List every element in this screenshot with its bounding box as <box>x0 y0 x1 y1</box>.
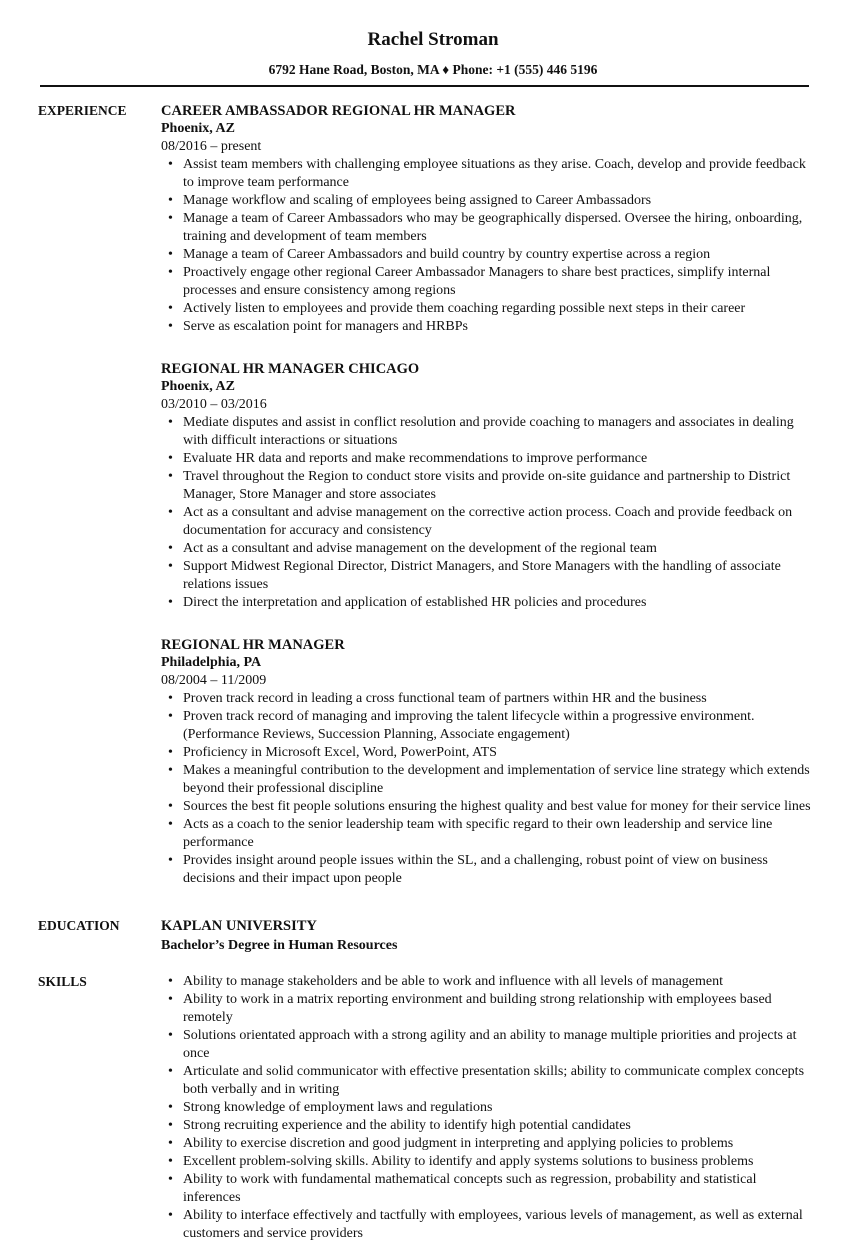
education-section <box>38 917 866 955</box>
bullet-item: • Proven track record of managing and improving the talent lifecycle within a progressive environment. (Performance Reviews, Succession Planning, Associate engagement) <box>183 708 813 744</box>
degree-name: Bachelor’s Degree in Human Resources <box>161 938 398 953</box>
skill-item: • Solutions orientated approach with a strong agility and an ability to manage multiple priorities and projects at once <box>183 1027 813 1063</box>
job-entry <box>161 102 813 336</box>
experience-body <box>161 102 813 888</box>
bullet-item: • Serve as escalation point for managers and HRBPs <box>183 318 813 336</box>
education-label: EDUCATION <box>38 918 120 933</box>
bullet-item: • Direct the interpretation and application of established HR policies and procedures <box>183 594 813 612</box>
job-location: Phoenix, AZ <box>161 121 235 136</box>
school-name: KAPLAN UNIVERSITY <box>161 918 317 934</box>
skills-body <box>161 973 813 1243</box>
bullet-item: • Travel throughout the Region to conduct store visits and provide on-site guidance and partnership to District Manager, Store Manager and store associates <box>183 468 813 504</box>
bullet-item: • Sources the best fit people solutions ensuring the highest quality and best value for money for their service lines <box>183 798 813 816</box>
job-entry <box>161 360 813 612</box>
skill-item: • Strong recruiting experience and the ability to identify high potential candidates <box>183 1117 813 1135</box>
skills-label: SKILLS <box>38 974 87 989</box>
skill-item: • Ability to work with fundamental mathematical concepts such as regression, probability and statistical inferences <box>183 1171 813 1207</box>
bullet-item: • Acts as a coach to the senior leadership team with specific regard to their own leadership and service line performance <box>183 816 813 852</box>
job-title: CAREER AMBASSADOR REGIONAL HR MANAGER <box>161 103 516 119</box>
bullet-item: • Assist team members with challenging employee situations as they arise. Coach, develop and provide feedback to improve team performance <box>183 156 813 192</box>
bullet-item: • Manage a team of Career Ambassadors and build country by country expertise across a region <box>183 246 813 264</box>
bullet-item: • Mediate disputes and assist in conflict resolution and provide coaching to managers and associates in dealing with difficult interactions or situations <box>183 414 813 450</box>
job-title: REGIONAL HR MANAGER <box>161 637 345 653</box>
skill-item: • Ability to manage stakeholders and be able to work and influence with all levels of management <box>183 973 813 991</box>
experience-label: EXPERIENCE <box>38 103 127 118</box>
skills-section <box>38 973 866 1243</box>
header-divider <box>40 85 809 87</box>
bullet-item: • Act as a consultant and advise management on the development of the regional team <box>183 540 813 558</box>
skill-item: • Excellent problem-solving skills. Ability to identify and apply systems solutions to business problems <box>183 1153 813 1171</box>
skill-item: • Ability to exercise discretion and good judgment in interpreting and applying policies to problems <box>183 1135 813 1153</box>
job-location: Philadelphia, PA <box>161 655 262 670</box>
bullet-item: • Support Midwest Regional Director, District Managers, and Store Managers with the handling of associate relations issues <box>183 558 813 594</box>
job-bullets <box>161 414 813 612</box>
bullet-item: • Proven track record in leading a cross functional team of partners within HR and the business <box>183 690 813 708</box>
skills-list <box>161 973 813 1243</box>
skill-item: • Ability to interface effectively and tactfully with employees, various levels of management, as well as external customers and service providers <box>183 1207 813 1243</box>
bullet-item: • Provides insight around people issues within the SL, and a challenging, robust point of view on business decisions and their impact upon people <box>183 852 813 888</box>
bullet-item: • Act as a consultant and advise management on the corrective action process. Coach and provide feedback on documentation for accuracy and consistency <box>183 504 813 540</box>
bullet-item: • Makes a meaningful contribution to the development and implementation of service line strategy which extends beyond their professional discipline <box>183 762 813 798</box>
job-dates: 08/2004 – 11/2009 <box>161 673 267 688</box>
bullet-item: • Proactively engage other regional Career Ambassador Managers to share best practices, simplify internal processes and ensure consistency among regions <box>183 264 813 300</box>
job-title: REGIONAL HR MANAGER CHICAGO <box>161 361 420 377</box>
job-dates: 08/2016 – present <box>161 139 262 154</box>
job-location: Phoenix, AZ <box>161 379 235 394</box>
job-bullets <box>161 690 813 888</box>
bullet-item: • Proficiency in Microsoft Excel, Word, PowerPoint, ATS <box>183 744 813 762</box>
education-body <box>161 917 813 955</box>
bullet-item: • Evaluate HR data and reports and make recommendations to improve performance <box>183 450 813 468</box>
bullet-item: • Manage workflow and scaling of employees being assigned to Career Ambassadors <box>183 192 813 210</box>
bullet-item: • Manage a team of Career Ambassadors who may be geographically dispersed. Oversee the hiring, onboarding, training and development of team members <box>183 210 813 246</box>
skill-item: • Strong knowledge of employment laws and regulations <box>183 1099 813 1117</box>
bullet-item: • Actively listen to employees and provide them coaching regarding possible next steps in their career <box>183 300 813 318</box>
skill-item: • Articulate and solid communicator with effective presentation skills; ability to communicate complex concepts both verbally and in writing <box>183 1063 813 1099</box>
experience-section <box>38 102 866 888</box>
job-bullets <box>161 156 813 336</box>
resume-header <box>0 0 866 87</box>
job-entry <box>161 636 813 888</box>
candidate-name: Rachel Stroman <box>367 29 499 50</box>
job-dates: 03/2010 – 03/2016 <box>161 397 267 412</box>
contact-line: 6792 Hane Road, Boston, MA ♦ Phone: +1 (555) 446 5196 <box>268 62 598 77</box>
skill-item: • Ability to work in a matrix reporting environment and building strong relationship with employees based remotely <box>183 991 813 1027</box>
